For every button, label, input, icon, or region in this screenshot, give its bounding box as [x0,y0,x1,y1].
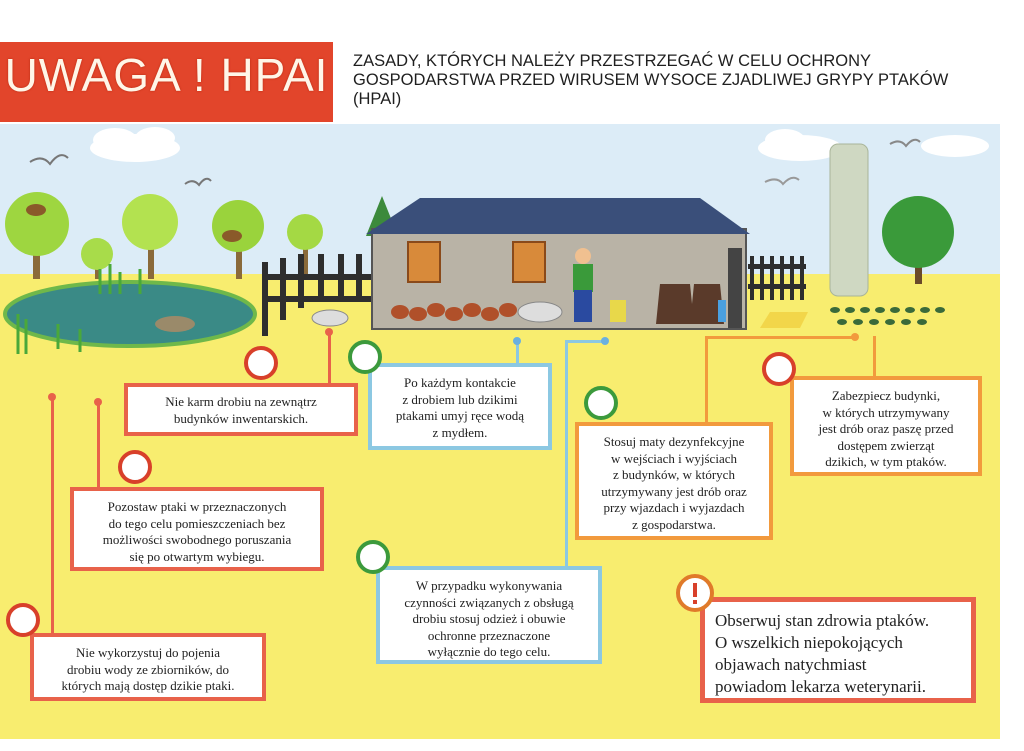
flying-bird-icon [765,178,799,184]
no-wild-birds-icon [762,352,796,386]
rule-keep-birds-indoors: Pozostaw ptaki w przeznaczonych do tego celu pomieszczeniach bez możliwości swobodnego poruszania się po otwartym wybiegu. [70,487,324,571]
tree-icon [122,194,178,279]
no-pond-water-icon [6,603,40,637]
flying-bird-icon [890,140,920,146]
rule-protective-clothing: W przypadku wykonywania czynności związanych z obsługą drobiu stosuj odzież i obuwie ochronne przeznaczone wyłącznie do tego celu. [376,566,602,664]
connector-dot [851,333,859,341]
disinfection-mat [760,312,808,328]
flying-bird-icon [185,179,211,185]
sitting-bird-icon [26,204,46,216]
cloud-icon [758,129,842,161]
no-feeding-icon [244,346,278,380]
banner-title: UWAGA ! HPAI [4,49,329,101]
pond [5,282,255,346]
tree-icon [287,214,323,279]
soap-icon [348,340,382,374]
cloud-icon [90,127,180,162]
connector-line [51,395,54,635]
connector-line [705,336,855,339]
connector-line [705,336,708,426]
rule-disinfection-mats: Stosuj maty dezynfekcyjne w wejściach i wyjściach z budynków, w których utrzymywany jest drób oraz przy wjazdach i wyjazdach z gospodarstwa. [575,422,773,540]
warning-icon [676,574,714,612]
connector-dot [601,337,609,345]
connector-dot [325,328,333,336]
rule-secure-buildings: Zabezpiecz budynki, w których utrzymywany jest drób oraz paszę przed dostępem zwierząt dzikich, w tym ptaków. [790,376,982,476]
tree-icon [81,238,113,279]
rule-wash-hands: Po każdym kontakcie z drobiem lub dzikimi ptakami umyj ręce wodą z mydłem. [368,363,552,450]
protective-apron-icon [356,540,390,574]
flying-bird-icon [30,155,68,164]
rule-no-outdoor-feeding: Nie karm drobiu na zewnątrz budynków inwentarskich. [124,383,358,436]
feeder-icon [518,302,562,322]
feeder-icon [312,310,348,326]
boots-icon [610,300,626,322]
connector-line [873,336,876,378]
apron-icon [656,284,694,324]
cloud-icon [921,135,989,157]
stepping-stones [830,307,945,325]
connector-dot [513,337,521,345]
silo [830,144,868,296]
farmer-icon [573,248,593,322]
duck-icon [155,316,195,332]
tree-icon [882,196,954,284]
farm-illustration [0,124,1000,354]
connector-dot [94,398,102,406]
connector-line [565,340,605,343]
rule-observe-health: Obserwuj stan zdrowia ptaków. O wszelkich niepokojących objawach natychmiast powiadom lekarza weterynarii. [700,597,976,703]
connector-line [97,400,100,488]
no-free-range-icon [118,450,152,484]
rule-no-pond-water: Nie wykorzystuj do pojenia drobiu wody ze zbiorników, do których mają dostęp dzikie ptaki. [30,633,266,701]
disinfection-mat-icon [584,386,618,420]
fence [748,256,806,300]
sitting-bird-icon [222,230,242,242]
connector-dot [48,393,56,401]
connector-line [565,340,568,568]
page-title: ZASADY, KTÓRYCH NALEŻY PRZESTRZEGAĆ W CELU OCHRONY GOSPODARSTWA PRZED WIRUSEM WYSOCE ZJADLIWEJ GRYPY PTAKÓW (HPAI) [353,52,949,108]
soap-bottle-icon [718,300,726,322]
